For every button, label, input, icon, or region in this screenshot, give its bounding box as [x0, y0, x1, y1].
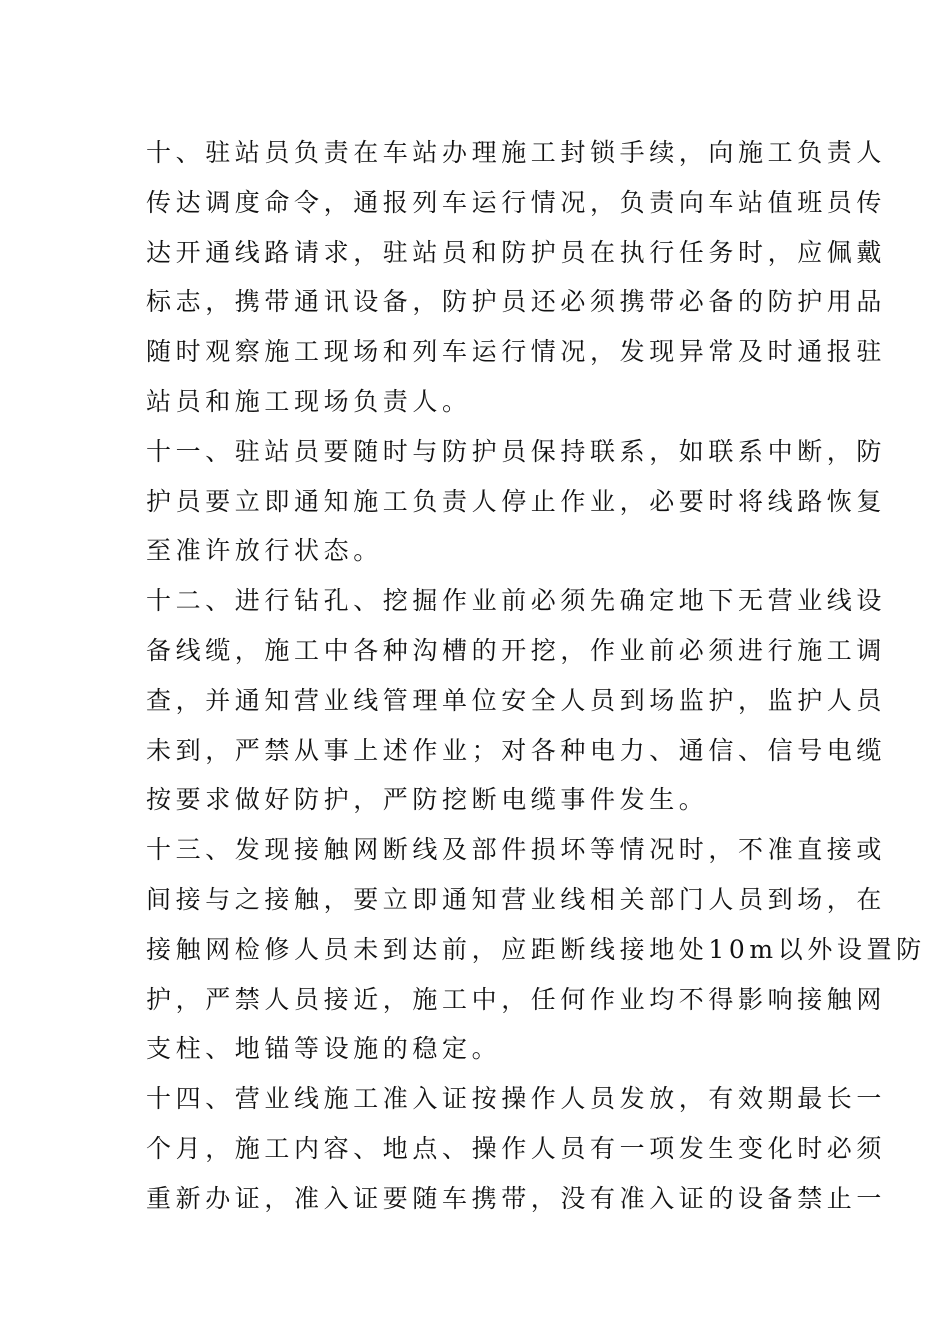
- text-line: 未到，严禁从事上述作业；对各种电力、通信、信号电缆: [146, 735, 887, 765]
- text-line: 接触网检修人员未到达前，应距断线接地处10m以外设置防: [146, 934, 926, 964]
- text-line: 护员要立即通知施工负责人停止作业，必要时将线路恢复: [146, 486, 887, 516]
- paragraph-10: [146, 128, 887, 427]
- text-line: 十二、进行钻孔、挖掘作业前必须先确定地下无营业线设: [146, 586, 887, 616]
- text-line: 标志，携带通讯设备，防护员还必须携带必备的防护用品: [146, 287, 887, 317]
- text-line: 个月，施工内容、地点、操作人员有一项发生变化时必须: [146, 1133, 887, 1163]
- text-line: 随时观察施工现场和列车运行情况，发现异常及时通报驻: [146, 337, 887, 367]
- text-line: 达开通线路请求，驻站员和防护员在执行任务时，应佩戴: [146, 237, 887, 267]
- text-line: 支柱、地锚等设施的稳定。: [146, 1034, 502, 1064]
- text-line: 备线缆，施工中各种沟槽的开挖，作业前必须进行施工调: [146, 635, 887, 665]
- paragraph-11: [146, 427, 887, 576]
- paragraph-12: [146, 576, 887, 825]
- text-line: 十四、营业线施工准入证按操作人员发放，有效期最长一: [146, 1084, 887, 1114]
- text-line: 站员和施工现场负责人。: [146, 386, 472, 416]
- text-line: 十一、驻站员要随时与防护员保持联系，如联系中断，防: [146, 436, 887, 466]
- paragraph-13: [146, 825, 926, 1074]
- text-line: 十三、发现接触网断线及部件损坏等情况时，不准直接或: [146, 835, 887, 865]
- text-line: 至准许放行状态。: [146, 536, 383, 566]
- text-line: 传达调度命令，通报列车运行情况，负责向车站值班员传: [146, 187, 887, 217]
- text-line: 重新办证，准入证要随车携带，没有准入证的设备禁止一: [146, 1183, 887, 1213]
- text-line: 按要求做好防护，严防挖断电缆事件发生。: [146, 785, 709, 815]
- text-line: 十、驻站员负责在车站办理施工封锁手续，向施工负责人: [146, 138, 887, 167]
- text-line: 查，并通知营业线管理单位安全人员到场监护，监护人员: [146, 685, 887, 715]
- text-line: 间接与之接触，要立即通知营业线相关部门人员到场，在: [146, 884, 887, 914]
- document-body: [146, 128, 926, 1224]
- text-line: 护，严禁人员接近，施工中，任何作业均不得影响接触网: [146, 984, 887, 1014]
- paragraph-14: [146, 1074, 887, 1223]
